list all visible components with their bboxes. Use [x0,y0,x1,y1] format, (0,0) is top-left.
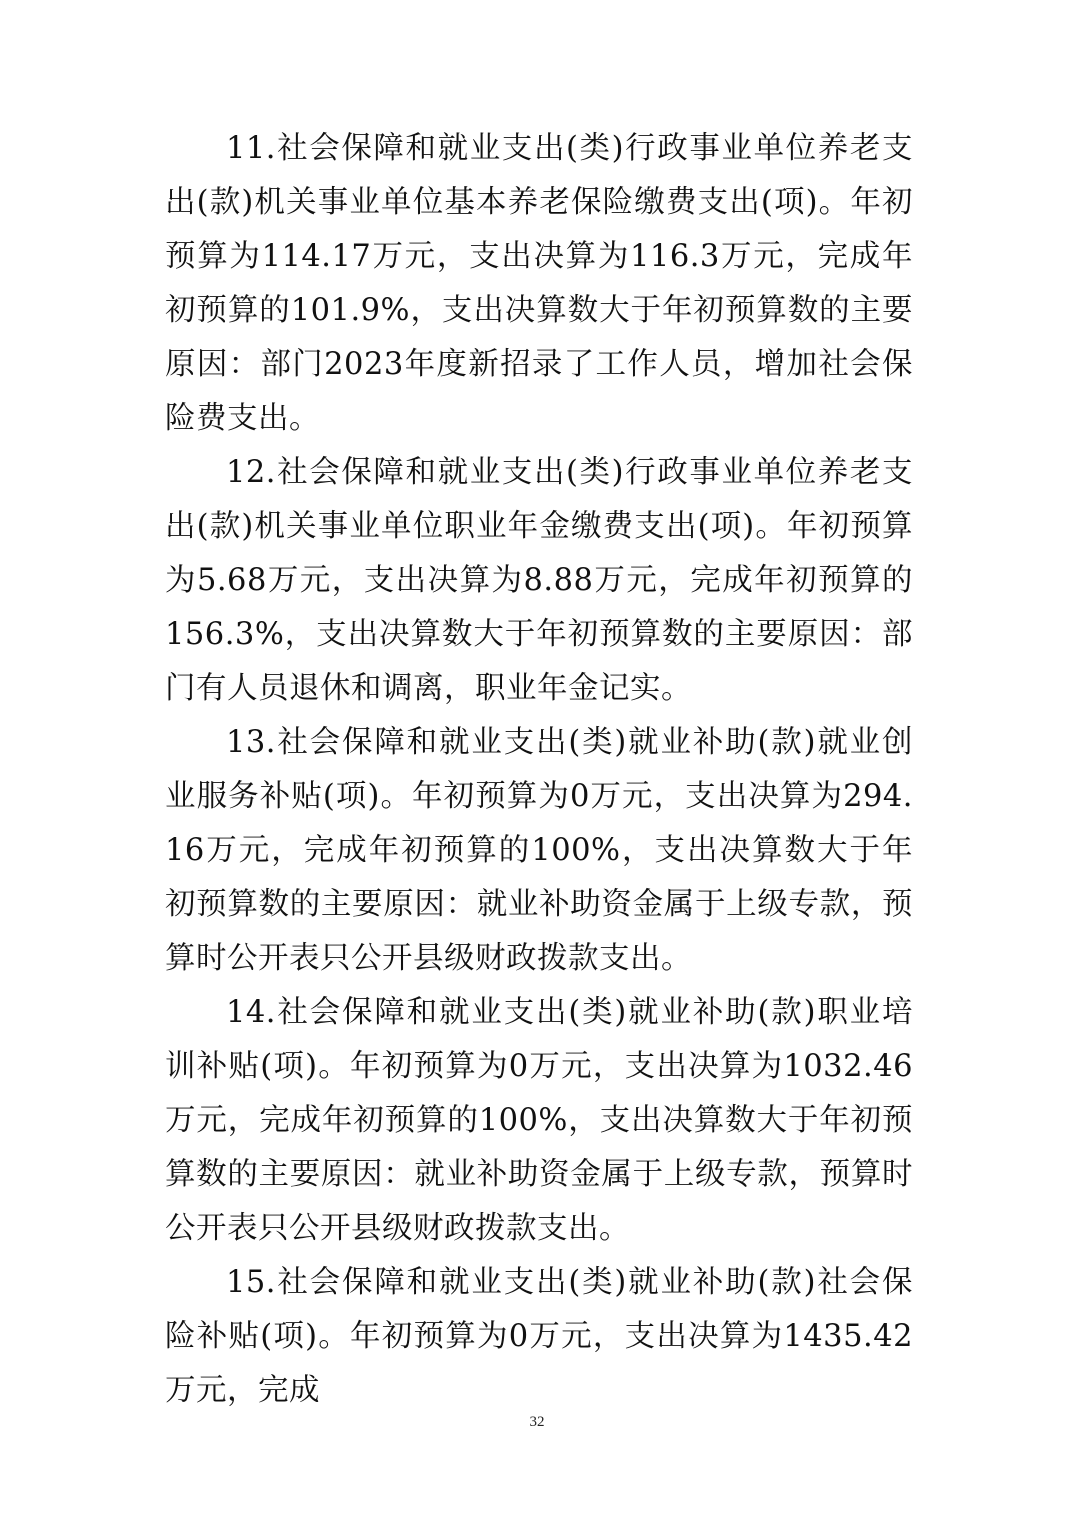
body-text [165,122,913,1418]
paragraph-item-13: 13.社会保障和就业支出(类)就业补助(款)就业创业服务补贴(项)。年初预算为0万元，支出决算为294.16万元，完成年初预算的100%，支出决算数大于年初预算数的主要原因：就业补助资金属于上级专款，预算时公开表只公开县级财政拨款支出。 [165,725,913,976]
paragraph-item-11: 11.社会保障和就业支出(类)行政事业单位养老支出(款)机关事业单位基本养老保险缴费支出(项)。年初预算为114.17万元，支出决算为116.3万元，完成年初预算的101.9%，支出决算数大于年初预算数的主要原因：部门2023年度新招录了工作人员，增加社会保险费支出。 [165,131,913,436]
paragraph-item-14: 14.社会保障和就业支出(类)就业补助(款)职业培训补贴(项)。年初预算为0万元，支出决算为1032.46万元，完成年初预算的100%，支出决算数大于年初预算数的主要原因：就业补助资金属于上级专款，预算时公开表只公开县级财政拨款支出。 [165,995,913,1246]
page-number: 32 [529,1414,545,1430]
paragraph-item-15: 15.社会保障和就业支出(类)就业补助(款)社会保险补贴(项)。年初预算为0万元，支出决算为1435.42万元，完成 [165,1265,913,1408]
paragraph-item-12: 12.社会保障和就业支出(类)行政事业单位养老支出(款)机关事业单位职业年金缴费支出(项)。年初预算为5.68万元，支出决算为8.88万元，完成年初预算的156.3%，支出决算数大于年初预算数的主要原因：部门有人员退休和调离，职业年金记实。 [165,455,913,706]
